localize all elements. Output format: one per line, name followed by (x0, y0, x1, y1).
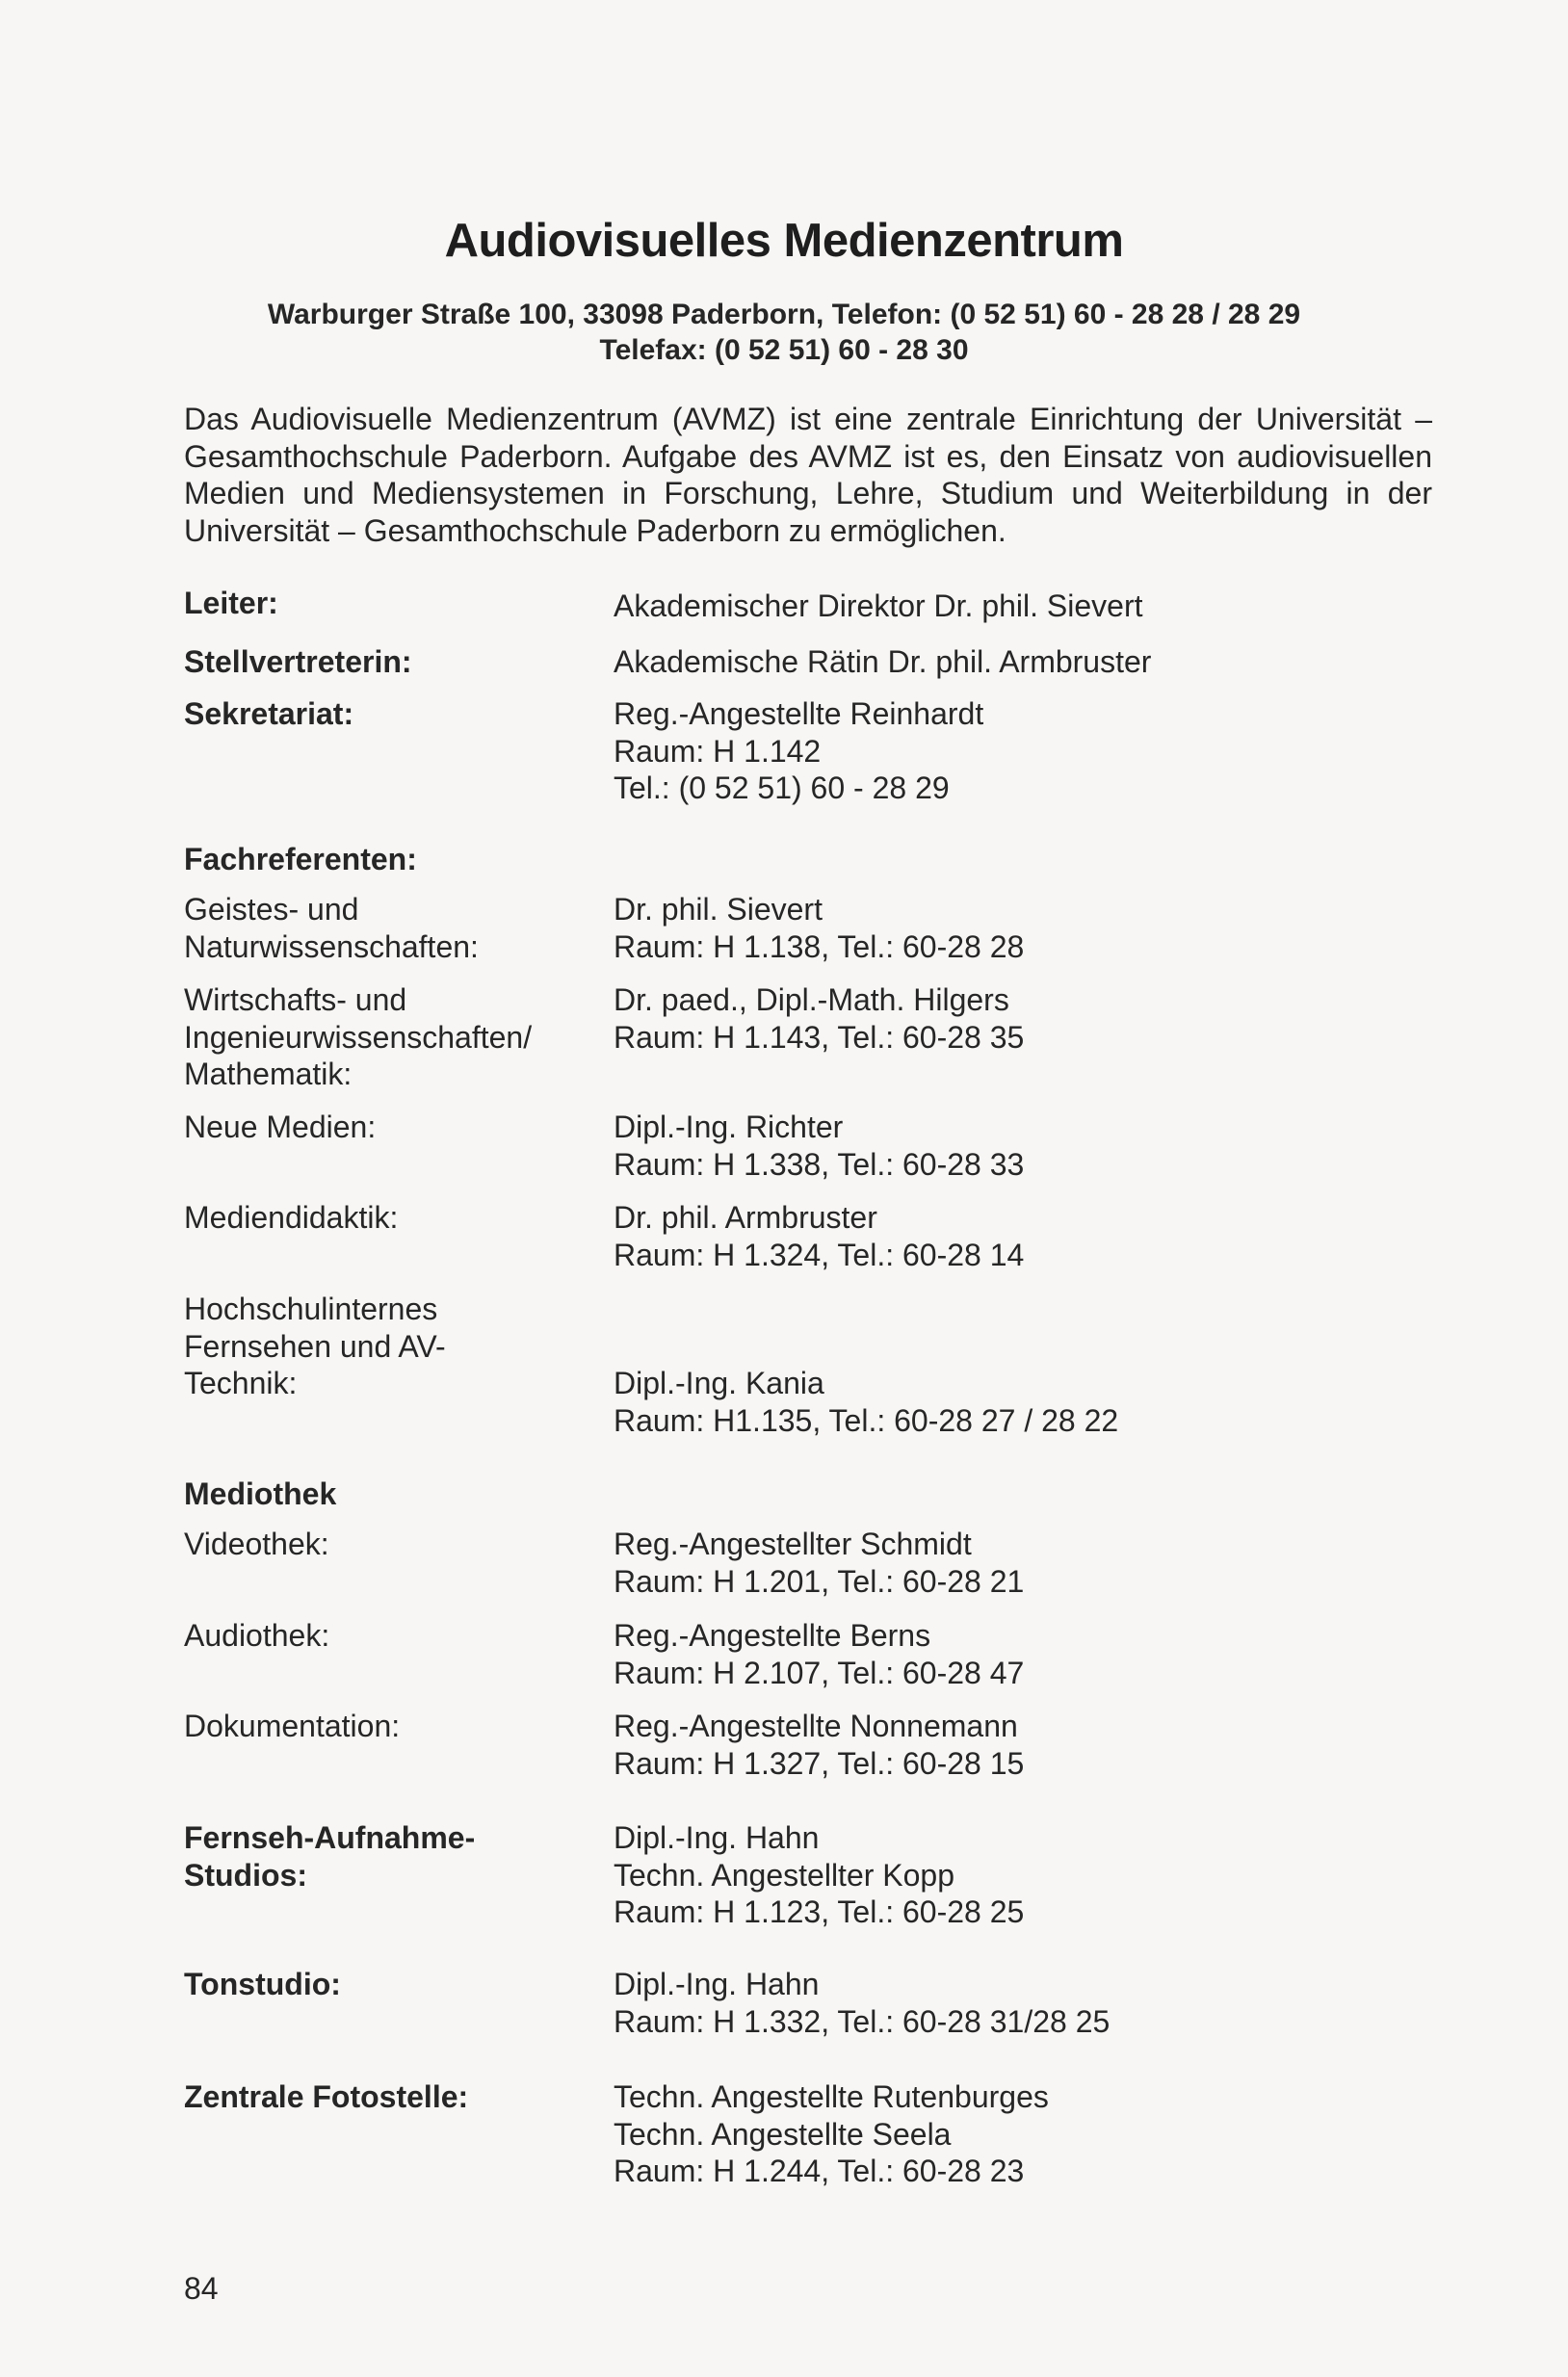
label-line: Videothek: (184, 1527, 329, 1561)
value-line: Raum: H1.135, Tel.: 60-28 27 / 28 22 (614, 1402, 1119, 1438)
value-line: Raum: H 1.324, Tel.: 60-28 14 (614, 1237, 1025, 1272)
label-line: Hochschulinternes (184, 1292, 438, 1326)
value-line: Techn. Angestellte Seela (614, 2116, 952, 2152)
page-number: 84 (184, 2271, 219, 2306)
label-line: Naturwissenschaften: (184, 928, 479, 964)
stellvertreterin-label: Stellvertreterin: (184, 644, 412, 679)
address-line: Warburger Straße 100, 33098 Paderborn, Telefon: (0 52 51) 60 - 28 28 / 28 29 (267, 299, 1301, 330)
label-line: Neue Medien: (184, 1110, 377, 1144)
label-line: Wirtschafts- und (184, 982, 407, 1017)
mediothek-heading: Mediothek (184, 1476, 337, 1511)
stellvertreterin-value: Akademische Rätin Dr. phil. Armbruster (614, 644, 1152, 679)
fachreferent-value (614, 1109, 1442, 1183)
label-line: Technik: (184, 1366, 298, 1400)
label-line: Zentrale Fotostelle: (184, 2079, 469, 2114)
label-line: Geistes- und (184, 892, 359, 927)
fachreferent-value (614, 1365, 1442, 1439)
sekretariat-label: Sekretariat: (184, 696, 354, 731)
sekretariat-value (614, 695, 1442, 807)
label-line: Mathematik: (184, 1057, 353, 1091)
value-line: Dr. phil. Sievert (614, 892, 823, 927)
value-line: Dr. phil. Armbruster (614, 1200, 877, 1235)
leiter-value: Akademischer Direktor Dr. phil. Sievert (614, 588, 1143, 623)
value-line: Dipl.-Ing. Hahn (614, 1820, 820, 1855)
fachreferent-label (184, 981, 588, 1093)
value-line: Raum: H 1.138, Tel.: 60-28 28 (614, 928, 1025, 964)
fachreferenten-heading: Fachreferenten: (184, 842, 417, 876)
value-line: Dipl.-Ing. Richter (614, 1110, 844, 1144)
value-line: Raum: H 2.107, Tel.: 60-28 47 (614, 1655, 1025, 1690)
tonstudio-value (614, 1966, 1442, 2040)
label-line: Tonstudio: (184, 1967, 341, 2001)
tonstudio-label (184, 1966, 588, 2003)
label-line: Audiothek: (184, 1618, 330, 1653)
fotostelle-value (614, 2078, 1442, 2190)
label-line: Fernsehen und AV- (184, 1328, 446, 1364)
fachreferent-label (184, 1199, 588, 1237)
label-line: Mediendidaktik: (184, 1200, 399, 1235)
value-line: Dipl.-Ing. Kania (614, 1366, 824, 1400)
value-line: Techn. Angestellte Rutenburges (614, 2079, 1049, 2114)
fachreferent-label (184, 1109, 588, 1146)
sekretariat-line: Raum: H 1.142 (614, 733, 822, 769)
fachreferent-label (184, 891, 588, 965)
value-line: Techn. Angestellter Kopp (614, 1857, 955, 1893)
value-line: Raum: H 1.332, Tel.: 60-28 31/28 25 (614, 2003, 1111, 2039)
label-line: Studios: (184, 1857, 307, 1893)
fernseh-studios-value (614, 1819, 1442, 1931)
sekretariat-line: Tel.: (0 52 51) 60 - 28 29 (614, 771, 950, 805)
fernseh-studios-label (184, 1819, 588, 1894)
label-line: Dokumentation: (184, 1709, 401, 1743)
mediothek-label (184, 1617, 588, 1655)
mediothek-label (184, 1526, 588, 1563)
fachreferent-value (614, 1199, 1442, 1273)
mediothek-value (614, 1526, 1442, 1600)
value-line: Raum: H 1.338, Tel.: 60-28 33 (614, 1146, 1025, 1182)
value-line: Raum: H 1.244, Tel.: 60-28 23 (614, 2154, 1025, 2188)
fax-line: Telefax: (0 52 51) 60 - 28 30 (599, 334, 969, 366)
fachreferent-value (614, 981, 1442, 1056)
fachreferent-value (614, 891, 1442, 965)
mediothek-value (614, 1617, 1442, 1691)
value-line: Dipl.-Ing. Hahn (614, 1967, 820, 2001)
mediothek-value (614, 1708, 1442, 1782)
value-line: Reg.-Angestellte Nonnemann (614, 1709, 1018, 1743)
sekretariat-line: Reg.-Angestellte Reinhardt (614, 696, 984, 731)
value-line: Raum: H 1.327, Tel.: 60-28 15 (614, 1745, 1025, 1781)
label-line: Ingenieurwissenschaften/ (184, 1019, 533, 1055)
value-line: Reg.-Angestellter Schmidt (614, 1527, 972, 1561)
value-line: Dr. paed., Dipl.-Math. Hilgers (614, 982, 1009, 1017)
value-line: Reg.-Angestellte Berns (614, 1618, 931, 1653)
intro-paragraph: Das Audiovisuelle Medienzentrum (AVMZ) ist eine zentrale Einrichtung der Universität – Gesamthochschule Paderborn. Aufgabe des AVMZ ist es, den Einsatz von audiovisuellen Medien und Mediensystemen in Forschung, Lehre, Studium und Weiterbildung in der Universität – Gesamthochschule Paderborn zu ermöglichen. (184, 402, 1432, 548)
label-line: Fernseh-Aufnahme- (184, 1820, 476, 1855)
value-line: Raum: H 1.143, Tel.: 60-28 35 (614, 1019, 1025, 1055)
fotostelle-label (184, 2078, 588, 2116)
mediothek-label (184, 1708, 588, 1745)
value-line: Raum: H 1.201, Tel.: 60-28 21 (614, 1563, 1025, 1599)
page-title: Audiovisuelles Medienzentrum (444, 215, 1124, 267)
value-line: Raum: H 1.123, Tel.: 60-28 25 (614, 1894, 1025, 1929)
leiter-label: Leiter: (184, 586, 278, 620)
fachreferent-label (184, 1291, 588, 1402)
